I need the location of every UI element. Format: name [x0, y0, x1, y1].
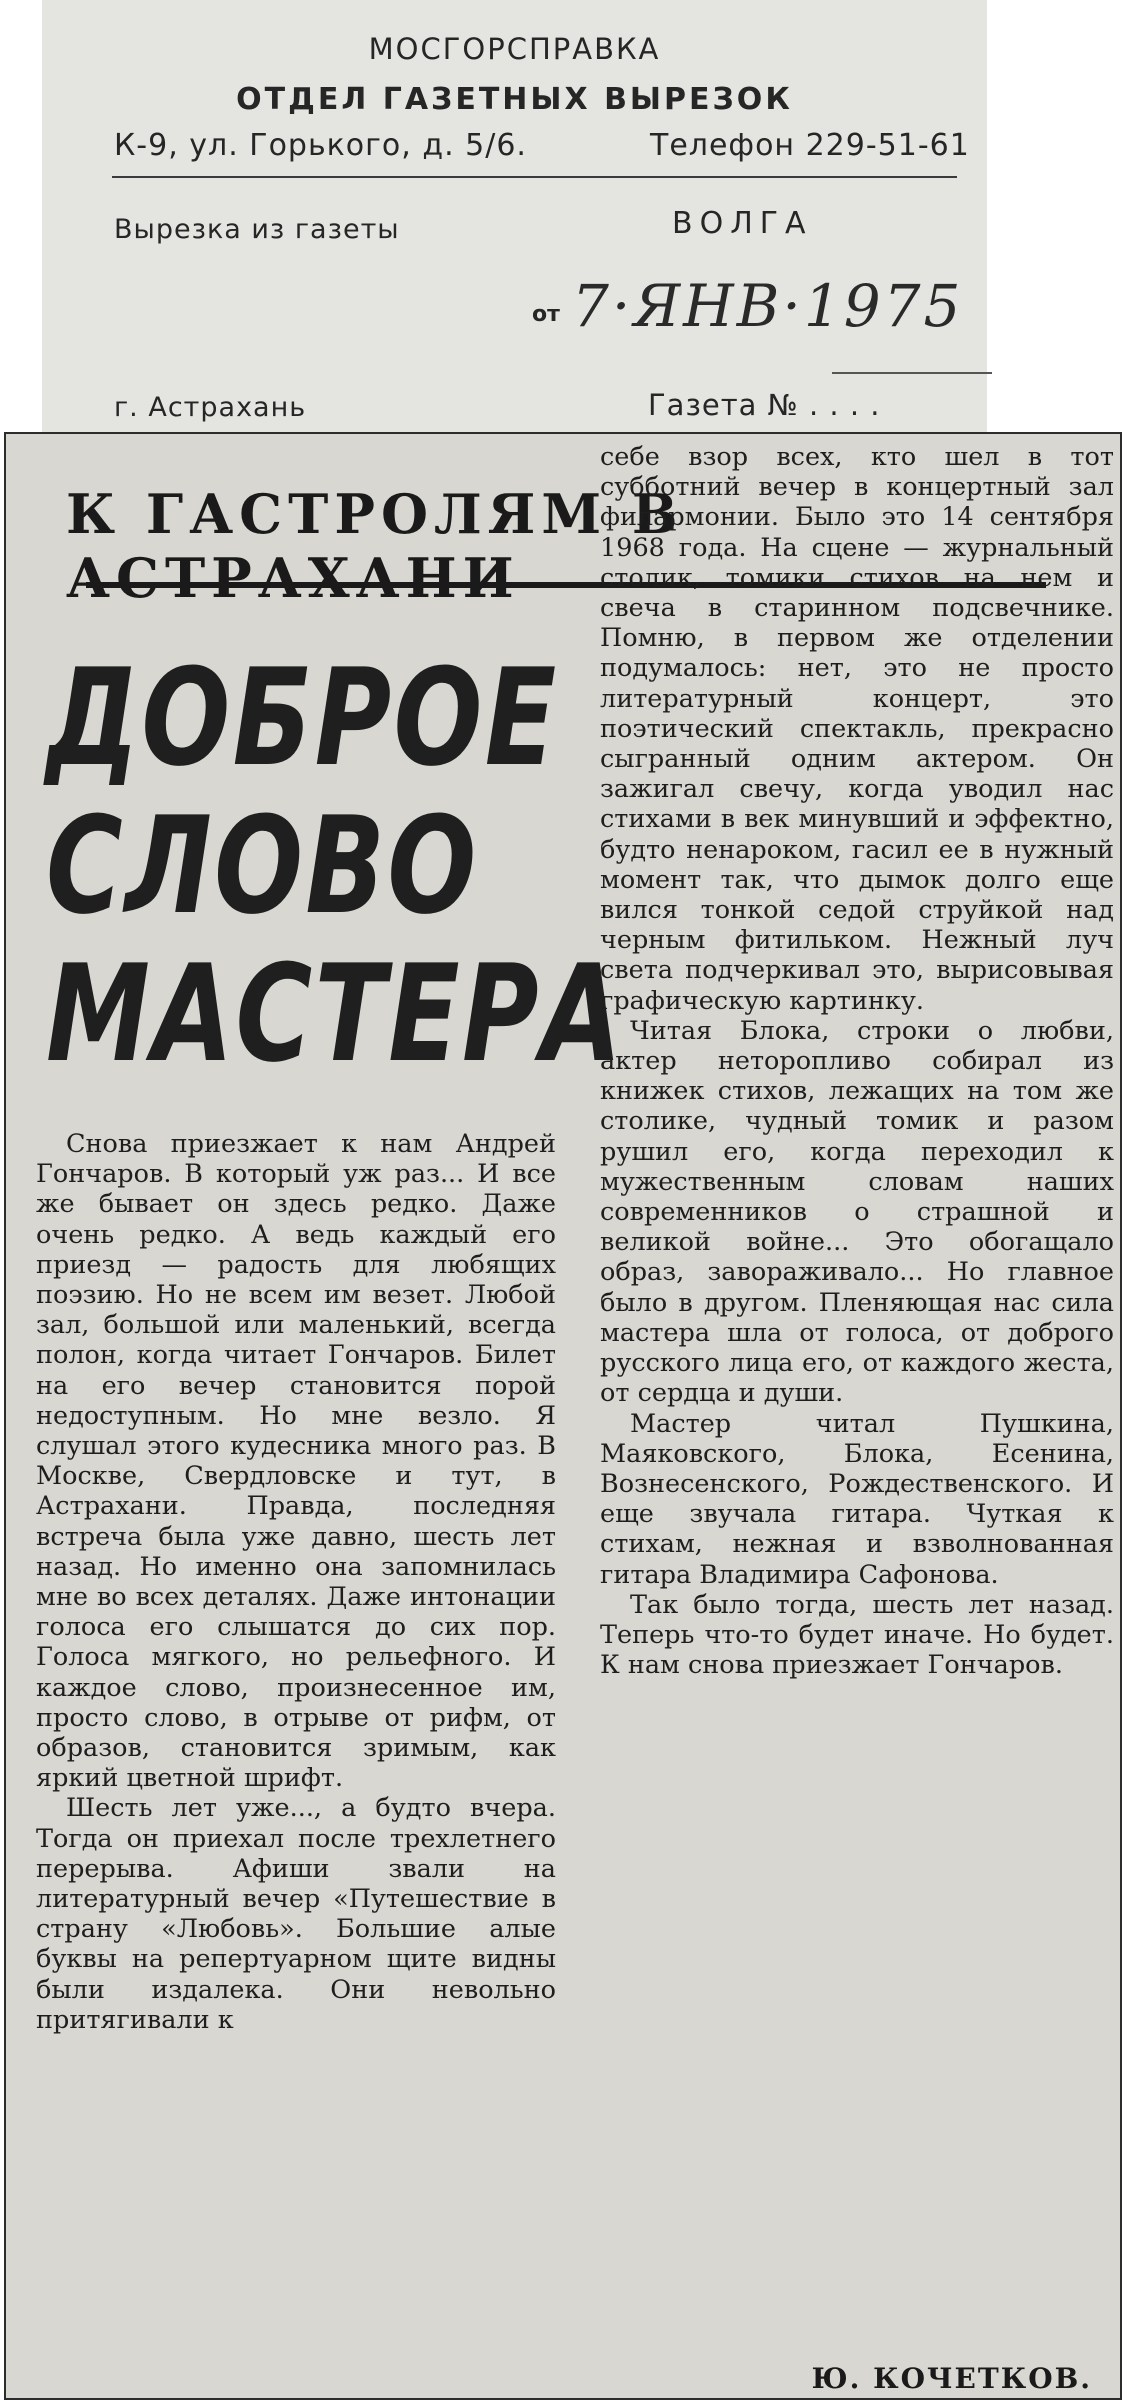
rubric-heading: К ГАСТРОЛЯМ В АСТРАХАНИ [66, 482, 684, 610]
clipping-service-label [42, 0, 987, 432]
label-divider [112, 176, 957, 178]
clipping-from-caption: Вырезка из газеты [114, 214, 400, 245]
headline-line: МАСТЕРА [46, 936, 625, 1092]
article-left-column [36, 1129, 556, 2035]
paragraph: Шесть лет уже..., а будто вчера. Тогда он приехал после трехлетнего перерыва. Афиши звали на литературный вечер «Путешествие в страну «Любовь». Большие алые буквы на репертуарном щите видны были издалека. Они невольно притягивали к [36, 1793, 556, 2035]
agency-phone: Телефон 229-51-61 [650, 128, 970, 163]
paragraph: Снова приезжает к нам Андрей Гончаров. В который уж раз... И все же бывает он здесь редко. Даже очень редко. А ведь каждый его приезд — радость для любящих поэзию. Но не всем им везет. Любой зал, большой или маленький, всегда полон, когда читает Гончаров. Билет на его вечер становится порой недоступным. Но мне везло. Я слушал этого кудесника много раз. В Москве, Свердловске и тут, в Астрахани. Правда, последняя встреча была уже давно, шесть лет назад. Но именно она запомнилась мне во всех деталях. Даже интонации голоса его слышатся до сих пор. Голоса мягкого, но рельефного. И каждое слово, произнесенное им, просто слово, в отрыве от рифм, от образов, становится зримым, как яркий цветной шрифт. [36, 1129, 556, 1794]
agency-name: МОСГОРСПРАВКА [368, 32, 661, 66]
city-caption: г. Астрахань [114, 392, 307, 423]
date-prefix: от [532, 302, 560, 327]
newspaper-clipping [4, 432, 1122, 2400]
agency-address: К-9, ул. Горького, д. 5/6. [114, 128, 527, 163]
newspaper-name: ВОЛГА [672, 206, 813, 241]
paragraph: себе взор всех, кто шел в тот субботний вечер в концертный зал филармонии. Было это 14 сентября 1968 года. На сцене — журнальный столик, томики стихов на нем и свеча в старинном подсвечнике. Помню, в первом же отделении подумалось: нет, это не просто литературный концерт, это поэтический спектакль, прекрасно сыгранный одним актером. Он зажигал свечу, когда уводил нас стихами в век минувший и эффектно, будто ненароком, гасил ее в нужный момент так, что дымок долго еще вился тонкой седой струйкой над черным фитильком. Нежный луч света подчеркивал это, вырисовывая графическую картинку. [600, 442, 1114, 1016]
gazette-number: Газета № . . . . [648, 388, 881, 422]
paragraph: Читая Блока, строки о любви, актер неторопливо собирал из книжек стихов, лежащих на том же столике, чудный томик и разом рушил его, когда переходил к мужественным словам наших современников о страшной и великой войне... Это обогащало образ, завораживало... Но главное было в другом. Пленяющая нас сила мастера шла от голоса, от доброго русского лица его, от каждого жеста, от сердца и души. [600, 1015, 1114, 1409]
author-signature: Ю. КОЧЕТКОВ. [811, 2362, 1092, 2395]
date-stamp: 7·ЯНВ·1975 [572, 272, 964, 340]
department-name: ОТДЕЛ ГАЗЕТНЫХ ВЫРЕЗОК [236, 82, 793, 117]
headline-line: СЛОВО [46, 788, 479, 944]
headline-line: ДОБРОЕ [46, 640, 559, 796]
date-underline [832, 372, 992, 374]
article-headline [46, 640, 625, 1092]
paragraph: Мастер читал Пушкина, Маяковского, Блока, Есенина, Вознесенского, Рождественского. И еще звучала гитара. Чуткая к стихам, нежная и взволнованная гитара Владимира Сафонова. [600, 1408, 1114, 1590]
paragraph: Так было тогда, шесть лет назад. Теперь что-то будет иначе. Но будет. К нам снова приезжает Гончаров. [600, 1589, 1114, 1681]
article-right-column [600, 442, 1114, 1680]
